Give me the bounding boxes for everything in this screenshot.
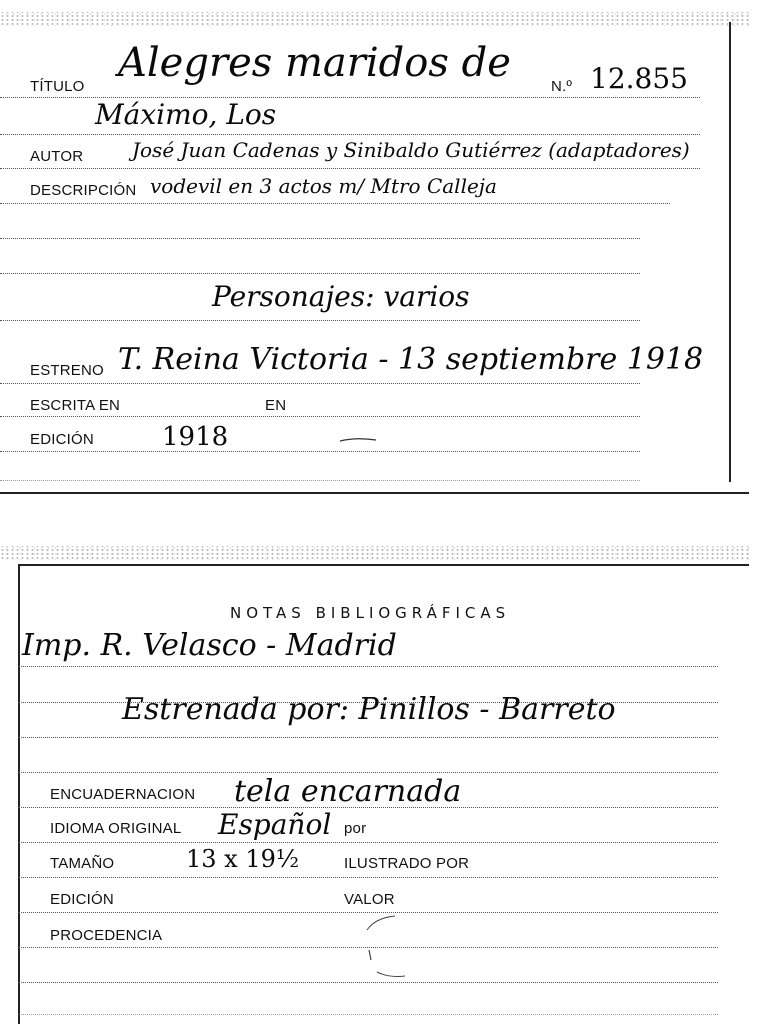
label-ilustrado-por: ILUSTRADO POR (344, 855, 470, 872)
label-estreno: ESTRENO (30, 362, 104, 379)
dash-mark (338, 436, 378, 444)
value-autor: José Juan Cadenas y Sinibaldo Gutiérrez (adaptadores) (132, 138, 690, 162)
rule-note-1 (18, 666, 718, 667)
value-descripcion: vodevil en 3 actos m/ Mtro Calleja (150, 174, 497, 198)
value-encuadernacion: tela encarnada (234, 774, 462, 809)
rule-titulo-cont (0, 134, 700, 135)
rule-estreno (0, 383, 640, 384)
label-numero: N.º (551, 78, 573, 95)
label-tamano: TAMAÑO (50, 855, 115, 872)
label-descripcion: DESCRIPCIÓN (30, 182, 137, 199)
value-estreno: T. Reina Victoria - 13 septiembre 1918 (118, 342, 704, 377)
rule-blank-1 (0, 238, 640, 239)
label-idioma-original: IDIOMA ORIGINAL (50, 820, 182, 837)
value-titulo-cont: Máximo, Los (95, 98, 277, 131)
label-edicion-bottom: EDICIÓN (50, 891, 114, 908)
rule-autor (0, 168, 700, 169)
value-edicion: 1918 (162, 422, 229, 452)
card-bottom-border (0, 492, 749, 494)
rule-blank-2 (0, 273, 640, 274)
rule-note-3 (18, 737, 718, 738)
value-numero: 12.855 (590, 62, 688, 95)
rule-tamano (18, 877, 718, 878)
label-escrita-en: ESCRITA EN (30, 397, 121, 414)
bottom-edge-texture (0, 546, 751, 560)
label-por: por (344, 820, 367, 837)
label-edicion: EDICIÓN (30, 431, 94, 448)
rule-descripcion (0, 203, 670, 204)
rule-procedencia (18, 947, 718, 948)
value-tamano: 13 x 19½ (186, 845, 300, 873)
label-titulo: TÍTULO (30, 78, 85, 95)
catalog-card-bottom (0, 540, 759, 1028)
top-edge-texture (0, 12, 751, 26)
heading-notas-bibliograficas: NOTAS BIBLIOGRÁFICAS (230, 604, 511, 622)
catalog-card-top (0, 0, 759, 495)
rule-blank-bottom-2 (18, 1014, 718, 1015)
note-estrenada: Estrenada por: Pinillos - Barreto (122, 692, 616, 727)
label-procedencia: PROCEDENCIA (50, 927, 163, 944)
rule-personajes (0, 320, 640, 321)
label-valor: VALOR (344, 891, 395, 908)
rule-encuadernacion (18, 807, 718, 808)
value-personajes: Personajes: varios (212, 280, 470, 313)
rule-bottom (0, 480, 640, 481)
rule-blank-bottom-1 (18, 982, 718, 983)
rule-idioma (18, 842, 718, 843)
value-idioma-original: Español (218, 808, 332, 841)
note-imprenta: Imp. R. Velasco - Madrid (22, 628, 397, 663)
value-titulo: Alegres maridos de (118, 40, 511, 86)
rule-edicion (0, 451, 640, 452)
card-left-border (18, 564, 20, 1024)
rule-escrita-en (0, 416, 640, 417)
label-en: EN (265, 397, 287, 414)
label-encuadernacion: ENCUADERNACION (50, 786, 196, 803)
card-right-border (729, 22, 731, 482)
label-autor: AUTOR (30, 148, 84, 165)
rule-note-4 (18, 772, 718, 773)
card-top-border (18, 564, 749, 566)
